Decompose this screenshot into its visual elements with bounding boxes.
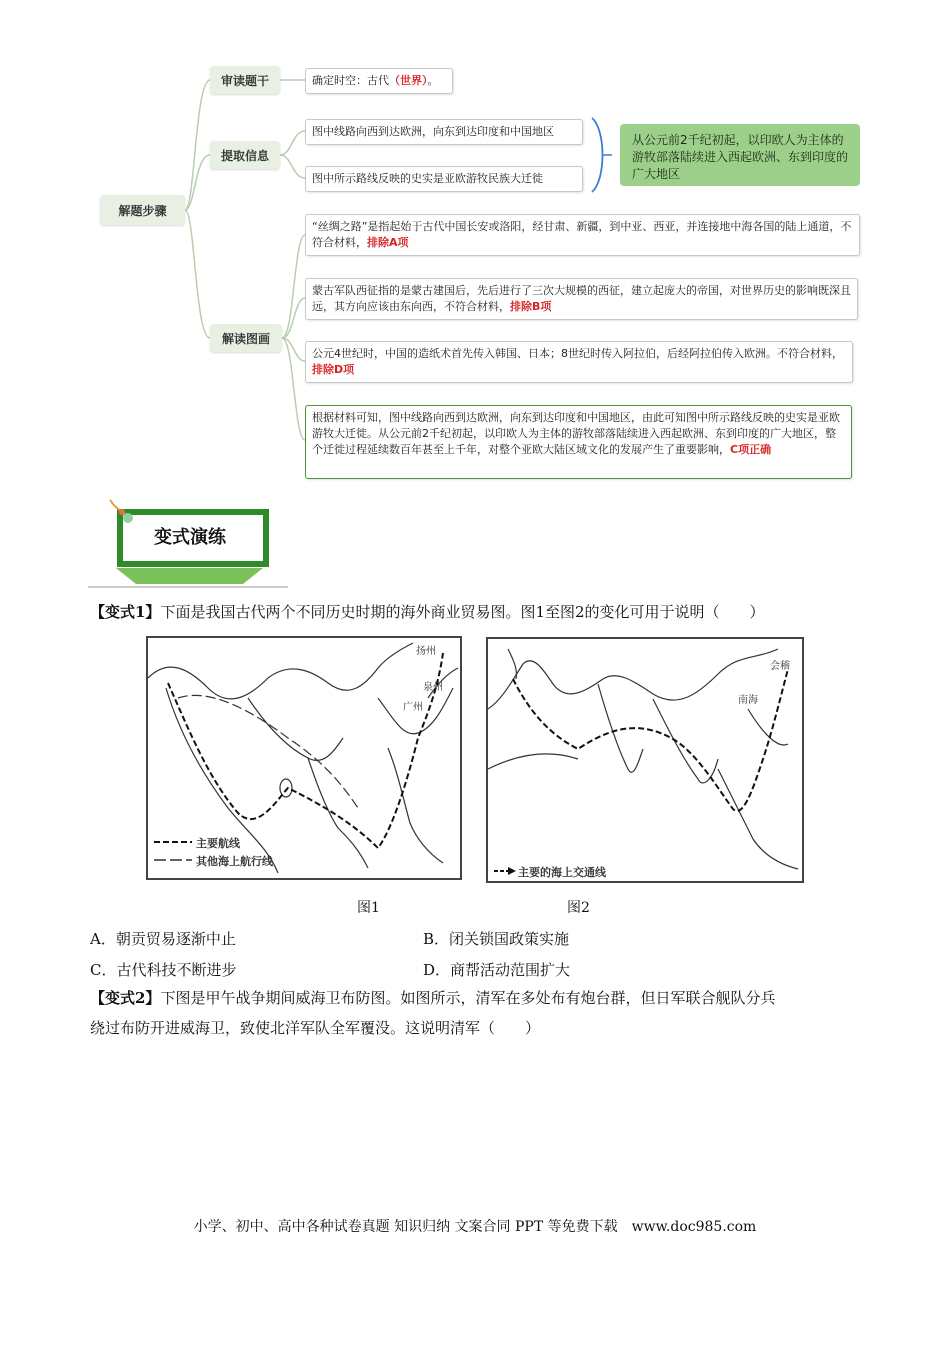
question-1-text: 下面是我国古代两个不同历史时期的海外商业贸易图。图1至图2的变化可用于说明（ ）: [160, 603, 765, 621]
leaf-time-space-text: 确定时空：古代: [312, 74, 389, 87]
map-2-label-nanhai: 南海: [738, 695, 758, 706]
option-d: D．商帮活动范围扩大: [423, 961, 571, 979]
leaf-option-b: [305, 278, 858, 320]
map-1-label-yangzhou: 扬州: [416, 646, 436, 657]
branch-review-stem: 审读题干: [210, 66, 280, 94]
map-1-label-guangzhou: 广州: [403, 702, 423, 713]
leaf-option-c-text: 根据材料可知，图中线路向西到达欧洲，向东到达印度和中国地区，由此可知图中所示路线反映的史实是亚欧游牧大迁徙。从公元前2千纪初起，以印欧人为主体的游牧部落陆续进入西起欧洲、东到印度的广大地区，整个迁徙过程延续数百年甚至上千年，对整个亚欧大陆区域文化的发展产生了重要影响，: [312, 411, 840, 456]
map-figure-2: [486, 637, 804, 883]
map-2-caption: 图2: [567, 900, 590, 916]
map-figure-1: [146, 636, 462, 880]
map-1-legend-main: 主要航线: [196, 837, 240, 850]
leaf-option-b-text: 蒙古军队西征指的是蒙古建国后，先后进行了三次大规模的西征，建立起庞大的帝国，对世界历史的影响既深且远，其方向应该由东向西，不符合材料，: [312, 284, 851, 313]
leaf-route-fact: 图中所示路线反映的史实是亚欧游牧民族大迁徙: [305, 166, 583, 192]
branch-extract-info: 提取信息: [210, 141, 280, 169]
leaf-time-space: [305, 68, 453, 94]
section-title: 变式演练: [154, 527, 226, 548]
option-c: C．古代科技不断进步: [90, 961, 237, 979]
leaf-option-c: [305, 405, 852, 479]
map-1-label-quanzhou: 泉州: [423, 682, 443, 693]
leaf-option-a: [305, 214, 860, 256]
leaf-option-a-text: “丝绸之路”是指起始于古代中国长安或洛阳，经甘肃、新疆，到中亚、西亚，并连接地中海各国的陆上通道，不符合材料，: [312, 220, 852, 249]
map-1-legend-other: 其他海上航行线: [196, 855, 273, 868]
leaf-option-c-red: C项正确: [730, 443, 772, 456]
map-2-drawing: [488, 639, 802, 881]
map-1-caption: 图1: [357, 900, 380, 916]
question-2: [90, 983, 860, 1043]
leaf-route-direction: 图中线路向西到达欧洲，向东到达印度和中国地区: [305, 119, 583, 145]
leaf-option-d: [305, 341, 853, 383]
option-b: B．闭关锁国政策实施: [423, 930, 570, 948]
map-2-label-kuaiji: 会稽: [770, 661, 790, 672]
leaf-option-a-red: 排除A项: [367, 236, 409, 249]
map-2-legend-main: 主要的海上交通线: [518, 866, 606, 879]
question-2-text-2: 绕过布防开进威海卫，致使北洋军队全军覆没。这说明清军（ ）: [90, 1019, 541, 1037]
branch-interpret-image: 解读图画: [210, 324, 282, 352]
option-a: A．朝贡贸易逐渐中止: [90, 930, 236, 948]
map-1-drawing: [148, 638, 460, 878]
map-2-legend-arrow: [494, 865, 518, 877]
footer-text: 小学、初中、高中各种试卷真题 知识归纳 文案合同 PPT 等免费下载 www.doc985.com: [193, 1219, 757, 1235]
question-2-line-1: [90, 983, 860, 1013]
root-node: 解题步骤: [100, 195, 185, 225]
leaf-option-b-red: 排除B项: [510, 300, 552, 313]
summary-box: 从公元前2千纪初起，以印欧人为主体的游牧部落陆续进入西起欧洲、东到印度的广大地区: [620, 124, 860, 186]
map-1-legend-lines: [154, 836, 194, 872]
leaf-option-d-red: 排除D项: [312, 363, 355, 376]
question-1-tag: 【变式1】: [90, 603, 161, 621]
leaf-time-space-red: （世界）: [389, 74, 428, 87]
leaf-time-space-suffix: 。: [427, 74, 439, 87]
question-1: [90, 597, 860, 627]
question-2-tag: 【变式2】: [90, 989, 161, 1007]
question-2-text-1: 下图是甲午战争期间威海卫布防图。如图所示，清军在多处布有炮台群，但日军联合舰队分兵: [160, 989, 776, 1007]
leaf-option-d-text: 公元4世纪时，中国的造纸术首先传入韩国、日本；8世纪时传入阿拉伯，后经阿拉伯传入欧洲。不符合材料，: [312, 347, 843, 360]
